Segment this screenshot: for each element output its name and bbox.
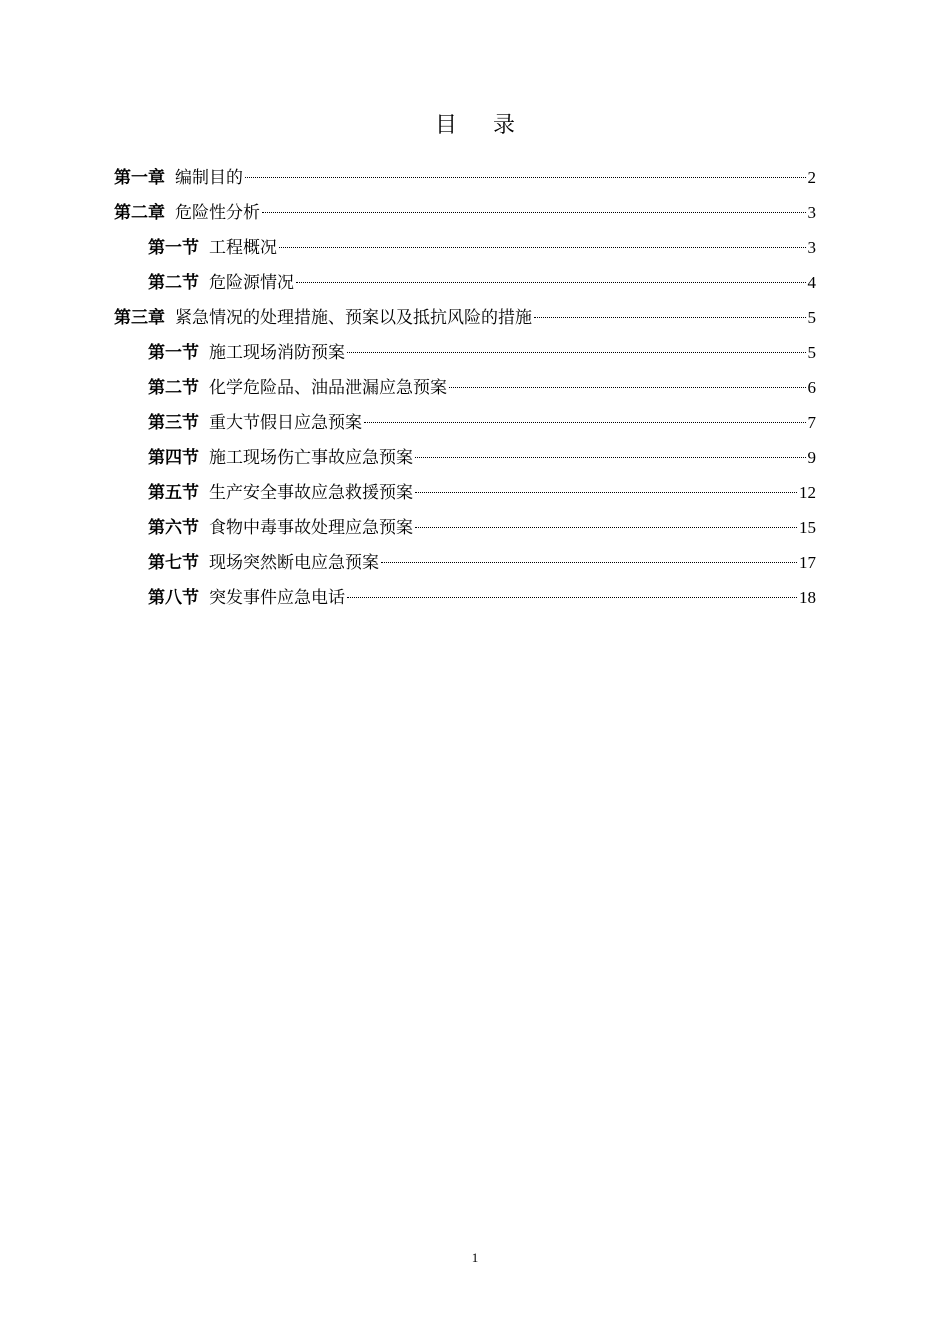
toc-dot-leader <box>534 317 806 318</box>
toc-entry-title: 紧急情况的处理措施、预案以及抵抗风险的措施 <box>175 308 532 328</box>
toc-dot-leader <box>381 562 797 563</box>
toc-entry-label: 第一节 <box>148 238 199 258</box>
toc-entry-page-number: 3 <box>807 238 816 257</box>
toc-entry-title: 重大节假日应急预案 <box>209 413 362 433</box>
toc-entry-page-number: 17 <box>799 553 816 572</box>
table-of-contents <box>114 160 816 615</box>
toc-dot-leader <box>415 527 797 528</box>
toc-entry-label: 第四节 <box>148 448 199 468</box>
page-number: 1 <box>471 1250 479 1265</box>
toc-dot-leader <box>347 352 806 353</box>
toc-entry-page-number: 12 <box>799 483 816 502</box>
toc-entry-label: 第八节 <box>148 588 199 608</box>
toc-dot-leader <box>296 282 806 283</box>
toc-section-entry[interactable] <box>114 475 816 510</box>
toc-chapter-entry[interactable] <box>114 195 816 230</box>
toc-entry-page-number: 15 <box>799 518 816 537</box>
title-char-2: 录 <box>493 113 516 138</box>
toc-entry-page-number: 2 <box>807 168 816 187</box>
toc-entry-label: 第一节 <box>148 343 199 363</box>
toc-entry-label: 第三章 <box>114 308 165 328</box>
toc-dot-leader <box>415 457 806 458</box>
toc-dot-leader <box>347 597 797 598</box>
toc-entry-page-number: 4 <box>807 273 816 292</box>
toc-section-entry[interactable] <box>114 510 816 545</box>
toc-section-entry[interactable] <box>114 265 816 300</box>
toc-entry-label: 第二节 <box>148 378 199 398</box>
toc-chapter-entry[interactable] <box>114 160 816 195</box>
toc-entry-title: 施工现场伤亡事故应急预案 <box>209 448 413 468</box>
toc-entry-page-number: 18 <box>799 588 816 607</box>
toc-section-entry[interactable] <box>114 335 816 370</box>
toc-entry-title: 食物中毒事故处理应急预案 <box>209 518 413 538</box>
toc-dot-leader <box>245 177 806 178</box>
toc-entry-label: 第六节 <box>148 518 199 538</box>
toc-entry-page-number: 5 <box>807 343 816 362</box>
toc-chapter-entry[interactable] <box>114 300 816 335</box>
toc-dot-leader <box>415 492 797 493</box>
toc-entry-title: 现场突然断电应急预案 <box>209 553 379 573</box>
title-char-1: 目 <box>434 113 457 138</box>
toc-section-entry[interactable] <box>114 230 816 265</box>
toc-dot-leader <box>449 387 806 388</box>
toc-entry-title: 危险性分析 <box>175 203 260 223</box>
toc-entry-title: 危险源情况 <box>209 273 294 293</box>
page-title <box>0 108 950 139</box>
toc-dot-leader <box>364 422 806 423</box>
toc-entry-title: 生产安全事故应急救援预案 <box>209 483 413 503</box>
toc-entry-label: 第二节 <box>148 273 199 293</box>
toc-entry-label: 第一章 <box>114 168 165 188</box>
toc-entry-title: 编制目的 <box>175 168 243 188</box>
toc-section-entry[interactable] <box>114 545 816 580</box>
toc-section-entry[interactable] <box>114 440 816 475</box>
toc-entry-page-number: 9 <box>807 448 816 467</box>
toc-entry-label: 第七节 <box>148 553 199 573</box>
toc-entry-page-number: 7 <box>807 413 816 432</box>
toc-entry-label: 第五节 <box>148 483 199 503</box>
toc-entry-page-number: 3 <box>807 203 816 222</box>
toc-entry-title: 工程概况 <box>209 238 277 258</box>
toc-section-entry[interactable] <box>114 580 816 615</box>
toc-entry-title: 化学危险品、油品泄漏应急预案 <box>209 378 447 398</box>
toc-dot-leader <box>279 247 806 248</box>
toc-entry-label: 第三节 <box>148 413 199 433</box>
toc-section-entry[interactable] <box>114 370 816 405</box>
toc-entry-title: 施工现场消防预案 <box>209 343 345 363</box>
toc-section-entry[interactable] <box>114 405 816 440</box>
toc-dot-leader <box>262 212 806 213</box>
toc-entry-title: 突发事件应急电话 <box>209 588 345 608</box>
toc-entry-page-number: 6 <box>807 378 816 397</box>
toc-entry-label: 第二章 <box>114 203 165 223</box>
toc-entry-page-number: 5 <box>807 308 816 327</box>
